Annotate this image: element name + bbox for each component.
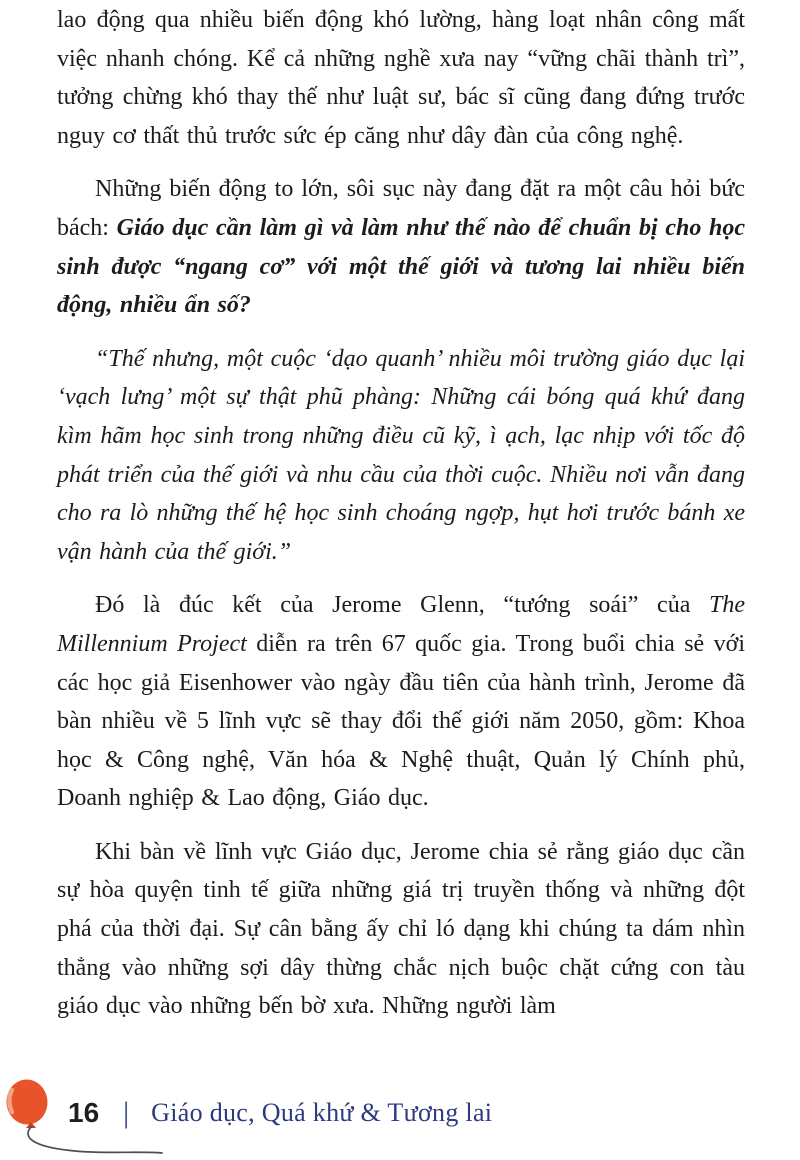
quote-paragraph (57, 340, 745, 572)
footer-row (68, 1095, 492, 1131)
paragraph-continuation (57, 1, 745, 155)
paragraph-text: Những biến động to lớn, sôi sục này đang đặt ra một câu hỏi bức bách: (57, 176, 745, 241)
page-footer (0, 1075, 800, 1160)
paragraph-education (57, 833, 745, 1026)
project-name-text: The Millennium Project (57, 592, 745, 657)
paragraph-jerome-glenn (57, 586, 745, 818)
emphasized-question-text: Giáo dục cần làm gì và làm như thế nào để chuẩn bị cho học sinh được “ngang cơ” với một thế giới và tương lai nhiều biến động, nhiều ẩn số? (57, 214, 745, 319)
book-title: Giáo dục, Quá khứ & Tương lai (151, 1098, 493, 1127)
paragraph-text: lao động qua nhiều biến động khó lường, hàng loạt nhân công mất việc nhanh chóng. Kể cả những nghề xưa nay “vững chãi thành trì”, tưởng chừng khó thay thế như luật sư, bác sĩ cũng đang đứng trước nguy cơ thất thủ trước sức ép căng như dây đàn của công nghệ. (57, 7, 745, 149)
paragraph-text: Khi bàn về lĩnh vực Giáo dục, Jerome chia sẻ rằng giáo dục cần sự hòa quyện tinh tế giữa những giá trị truyền thống và những đột phá của thời đại. Sự cân bằng ấy chỉ ló dạng khi chúng ta dám nhìn thẳng vào những sợi dây thừng chắc nịch buộc chặt cứng con tàu giáo dục vào những bến bờ xưa. Những người làm (57, 838, 745, 1020)
footer-divider: | (123, 1096, 130, 1129)
quote-text: “Thế nhưng, một cuộc ‘dạo quanh’ nhiều môi trường giáo dục lại ‘vạch lưng’ một sự thật phũ phàng: Những cái bóng quá khứ đang kìm hãm học sinh trong những điều cũ kỹ, ì ạch, lạc nhịp với tốc độ phát triển của thế giới và nhu cầu của thời cuộc. Nhiều nơi vẫn đang cho ra lò những thế hệ học sinh choáng ngợp, hụt hơi trước bánh xe vận hành của thế giới.” (57, 345, 745, 565)
page-content (57, 1, 745, 1041)
paragraph-text: diễn ra trên 67 quốc gia. Trong buổi chia sẻ với các học giả Eisenhower vào ngày đầu tiên của hành trình, Jerome đã bàn nhiều về 5 lĩnh vực sẽ thay đổi thế giới năm 2050, gồm: Khoa học & Công nghệ, Văn hóa & Nghệ thuật, Quản lý Chính phủ, Doanh nghiệp & Lao động, Giáo dục. (57, 630, 745, 812)
paragraph-text: Đó là đúc kết của Jerome Glenn, “tướng soái” của (95, 592, 709, 619)
paragraph-question (57, 170, 745, 324)
page-number: 16 (68, 1097, 100, 1128)
